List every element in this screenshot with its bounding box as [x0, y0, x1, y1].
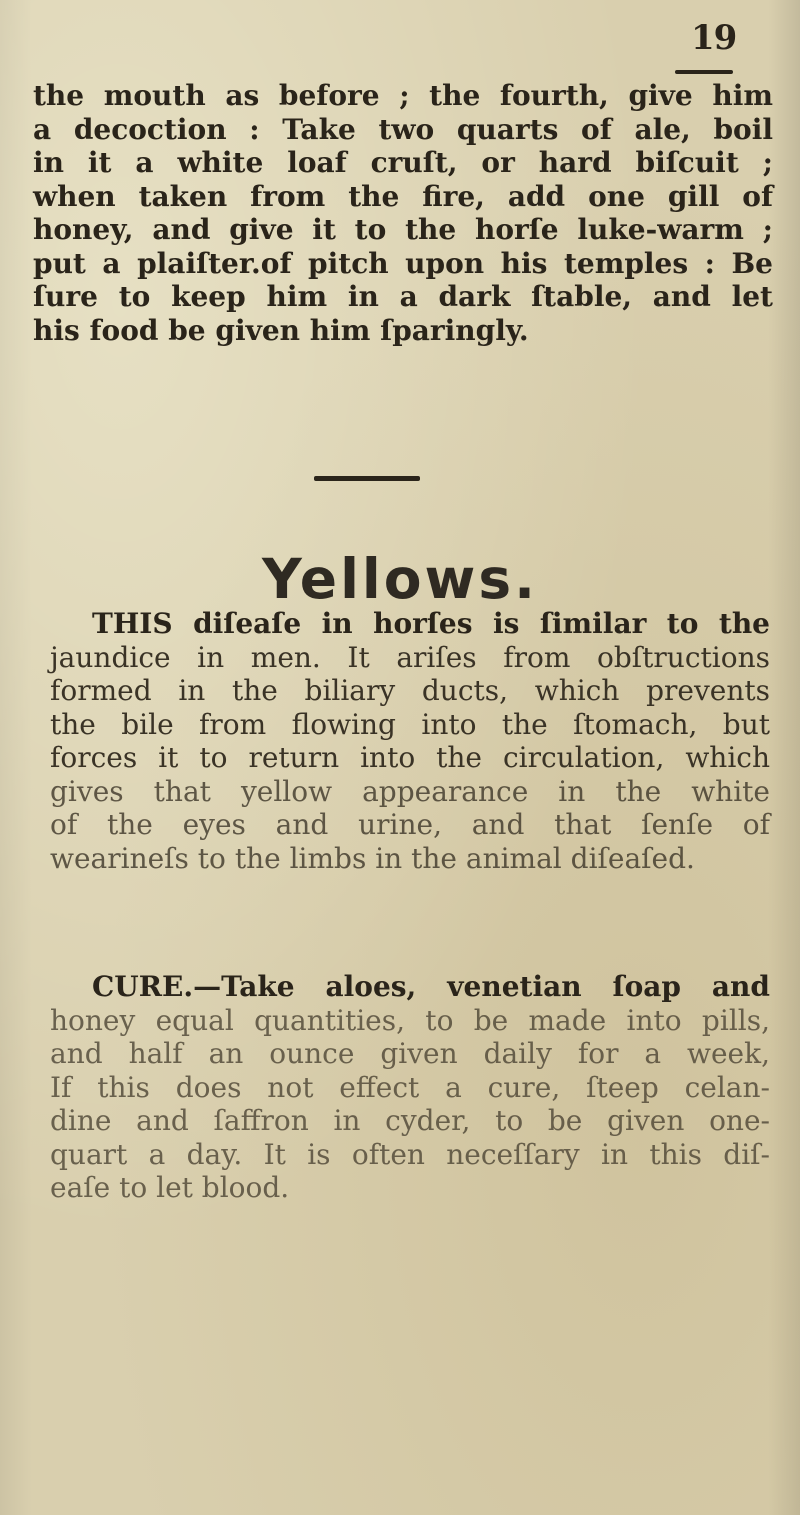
- text-line: honey equal quantities, to be made into pills,: [50, 1003, 770, 1037]
- text-line: forces it to return into the circulation, which: [50, 741, 770, 774]
- text-line: quart a day. It is often neceſſary in this diſ-: [50, 1137, 770, 1171]
- cure-paragraph: [50, 970, 770, 1205]
- text-line: the bile from flowing into the ſtomach, but: [50, 707, 770, 741]
- section-divider: [314, 476, 420, 481]
- text-line: formed in the biliary ducts, which prevents: [50, 674, 770, 707]
- decoction-paragraph: [33, 79, 773, 347]
- text-line: his food be given him ſparingly.: [33, 313, 529, 347]
- text-line: and half an ounce given daily for a week,: [50, 1037, 770, 1070]
- text-line: THIS diſeaſe in horſes is ſimilar to the: [92, 607, 770, 640]
- section-heading: Yellows.: [261, 546, 538, 611]
- text-line: wearineſs to the limbs in the animal diſeaſed.: [50, 841, 695, 875]
- text-line: a decoction : Take two quarts of ale, boil: [33, 112, 773, 146]
- text-line: put a plaiſter.of pitch upon his temples : Be: [33, 246, 773, 280]
- text-line: of the eyes and urine, and that ſenſe of: [50, 808, 770, 841]
- text-line: CURE.—Take aloes, venetian ſoap and: [92, 970, 770, 1003]
- text-line: ſure to keep him in a dark ſtable, and let: [33, 280, 773, 313]
- text-line: If this does not effect a cure, ſteep celan-: [50, 1070, 770, 1104]
- text-line: dine and ſaffron in cyder, to be given one-: [50, 1104, 770, 1137]
- text-line: eaſe to let blood.: [50, 1171, 290, 1204]
- text-line: jaundice in men. It ariſes from obſtructions: [50, 640, 770, 674]
- page-number: 19: [691, 18, 737, 58]
- yellows-description-paragraph: [50, 607, 770, 875]
- text-line: the mouth as before ; the fourth, give him: [33, 79, 773, 112]
- text-line: honey, and give it to the horſe luke-warm ;: [33, 213, 773, 246]
- header-rule: [675, 70, 733, 74]
- text-line: in it a white loaf cruſt, or hard biſcuit ;: [33, 146, 773, 179]
- text-line: gives that yellow appearance in the white: [50, 774, 770, 808]
- text-line: when taken from the fire, add one gill of: [33, 179, 773, 213]
